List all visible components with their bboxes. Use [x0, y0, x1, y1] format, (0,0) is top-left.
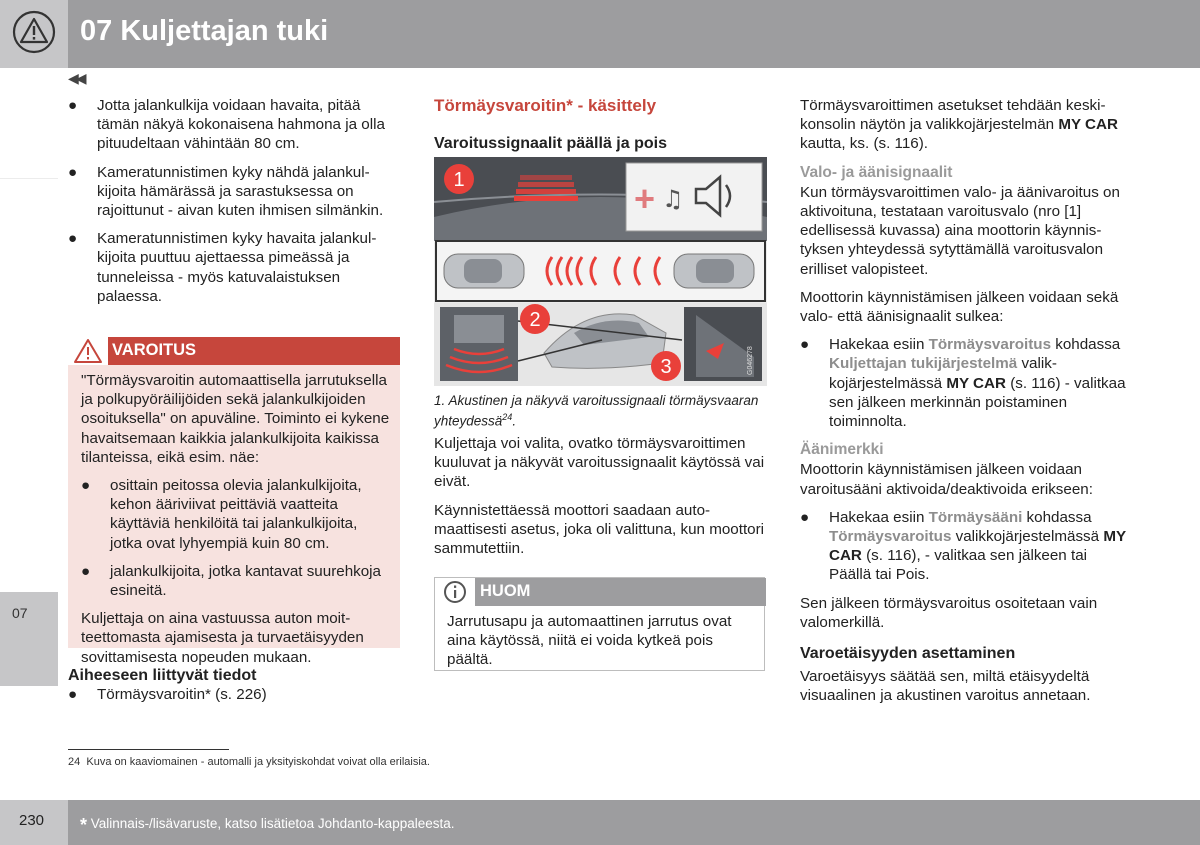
svg-text:+: +: [634, 178, 656, 219]
note-icon-area: [435, 578, 475, 606]
figure-illustration: [434, 157, 767, 386]
subsection-title: Varoetäisyyden asettaminen: [800, 645, 1016, 663]
figure-caption: 1. Akustinen ja näkyvä varoitussignaali törmäysvaaran yhteydessä$^{24}$.: [434, 393, 759, 429]
footnote-divider: [68, 749, 229, 750]
warning-icon-area: [68, 337, 108, 365]
note-title: HUOM: [480, 582, 531, 600]
list-item: ● Hakekaa esiin Törmäysääni kohdassa Törmäysvaroitus valikkojärjestelmässä MY CAR (s. 116), - valitkaa sen jälkeen tai Päällä tai Pois.: [800, 508, 1126, 584]
related-section: [68, 666, 400, 713]
list-item: ● jalankulkijoita, jotka kantavat suurehkoja esineitä.: [81, 562, 382, 600]
paragraph: Törmäysvaroittimen asetukset tehdään keskikonsolin näytön ja valikkojärjestelmän MY CAR kautta, ks. (s. 116).: [800, 97, 1118, 153]
paragraph: Käynnistettäessä moottori saadaan automaattisesti asetus, joka oli valittuna, kun moottori sammutettiin.: [434, 501, 765, 558]
warning-intro: "Törmäysvaroitin automaattisella jarrutuksella ja polkupyöräilijöiden sekä jalankulkijoiden osoituksella" on apuväline. Toiminto ei kykene havaitsemaan kaikkia jalankulkijoita kaikissa tilanteissa, eikä esim. näe:: [81, 372, 390, 466]
back-arrows-icon[interactable]: ◀◀: [68, 70, 84, 86]
subsection-title: Varoitussignaalit päällä ja pois: [434, 135, 667, 153]
footer-note: * Valinnais-/lisävaruste, katso lisätietoa Johdanto-kappaleesta.: [80, 815, 455, 835]
note-box: [434, 577, 765, 671]
warning-triangle-icon: [68, 337, 108, 365]
chapter-side-tab-label: 07: [12, 605, 28, 621]
right-column: [800, 96, 1132, 715]
paragraph: Varoetäisyys säätää sen, miltä etäisyydeltä visuaalinen ja akustinen varoitus annetaan.: [800, 668, 1091, 705]
chapter-side-tab[interactable]: [0, 592, 58, 686]
figure-label-3: 3: [660, 356, 672, 378]
list-item: ● Kameratunnistimen kyky havaita jalankulkijoita puuttuu ajettaessa pimeässä ja tunneleissa - myös katuvalaistuksen palaessa.: [68, 230, 377, 305]
chapter-title: 07 Kuljettajan tuki: [80, 15, 329, 47]
page-header: [0, 0, 1200, 68]
figure-label-1: 1: [453, 169, 465, 191]
related-link[interactable]: ● Törmäysvaroitin* (s. 226): [68, 686, 267, 704]
related-title: Aiheeseen liittyvät tiedot: [68, 667, 257, 684]
subsection-title: Valo- ja äänisignaalit: [800, 163, 953, 181]
note-header: [435, 578, 766, 606]
warning-box: [68, 337, 400, 666]
info-icon: [435, 578, 475, 606]
paragraph: Kuljettaja voi valita, ovatko törmäysvaroittimen kuuluvat ja näkyvät varoitussignaalit käytössä vai eivät.: [434, 435, 765, 491]
paragraph: Sen jälkeen törmäysvaroitus osoitetaan vain valomerkillä.: [800, 594, 1098, 631]
note-text: Jarrutusapu ja automaattinen jarrutus ovat aina käytössä, niitä ei voida kytkeä pois päältä.: [447, 613, 732, 668]
caption-footnote-ref: 24: [502, 412, 513, 422]
warning-header: [68, 337, 400, 365]
list-item: ● osittain peitossa olevia jalankulkijoita, kehon ääriviivat peittäviä vaatteita käyttäviä henkilöitä tai jalankulkijoita, jotka ovat lyhyempiä kuin 80 cm.: [81, 477, 362, 552]
list-item: ● Kameratunnistimen kyky nähdä jalankulkijoita hämärässä ja sarastuksessa on rajoittunut - aivan kuten ihmisen silmänkin.: [68, 163, 384, 220]
middle-text: [434, 434, 766, 567]
paragraph: Moottorin käynnistämisen jälkeen voidaan sekä valo- että äänisignaalit sulkea:: [800, 288, 1119, 326]
figure-label-2: 2: [529, 309, 541, 331]
warning-body: [81, 371, 391, 676]
left-column: [68, 96, 400, 315]
list-item: ● Hakekaa esiin Törmäysvaroitus kohdassa Kuljettajan tukijärjestelmä valikkojärjestelmässä MY CAR (s. 116) - valitkaa sen jälkeen merkinnän poistaminen toiminnolta.: [800, 336, 1126, 431]
svg-text:♫: ♫: [662, 185, 684, 213]
warning-title: VAROITUS: [112, 341, 197, 359]
rail-divider: [0, 178, 58, 179]
middle-column: [434, 96, 766, 157]
list-item: ● Jotta jalankulkija voidaan havaita, pitää tämän näkyä kokonaisena hahmona ja olla pituudeltaan vähintään 80 cm.: [68, 97, 385, 153]
page-number: 230: [19, 812, 45, 829]
section-title: Törmäysvaroitin* - käsittely: [434, 96, 657, 115]
subsection-title: Äänimerkki: [800, 441, 884, 459]
paragraph: Kun törmäysvaroittimen valo- ja äänivaroitus on aktivoituna, testataan varoitusvalo (nro [1] edellisessä kuvassa) aina moottorin käynnistyksen yhteydessä sytyttämällä varoitusvalon erilliset valopisteet.: [800, 183, 1120, 278]
paragraph: Moottorin käynnistämisen jälkeen voidaan varoitusääni aktivoida/deaktivoida erikseen:: [800, 461, 1093, 498]
figure-code: G046278: [747, 346, 754, 375]
warning-triangle-icon: [12, 10, 56, 54]
header-icon-area: [0, 0, 68, 68]
collision-warning-diagram: [434, 157, 767, 386]
warning-outro: Kuljettaja on aina vastuussa auton moitteettomasta ajamisesta ja turvaetäisyyden sovittamisesta nopeuden mukaan.: [81, 610, 364, 666]
footnote: 24 Kuva on kaaviomainen - automalli ja yksityiskohdat voivat olla erilaisia.: [68, 756, 430, 768]
